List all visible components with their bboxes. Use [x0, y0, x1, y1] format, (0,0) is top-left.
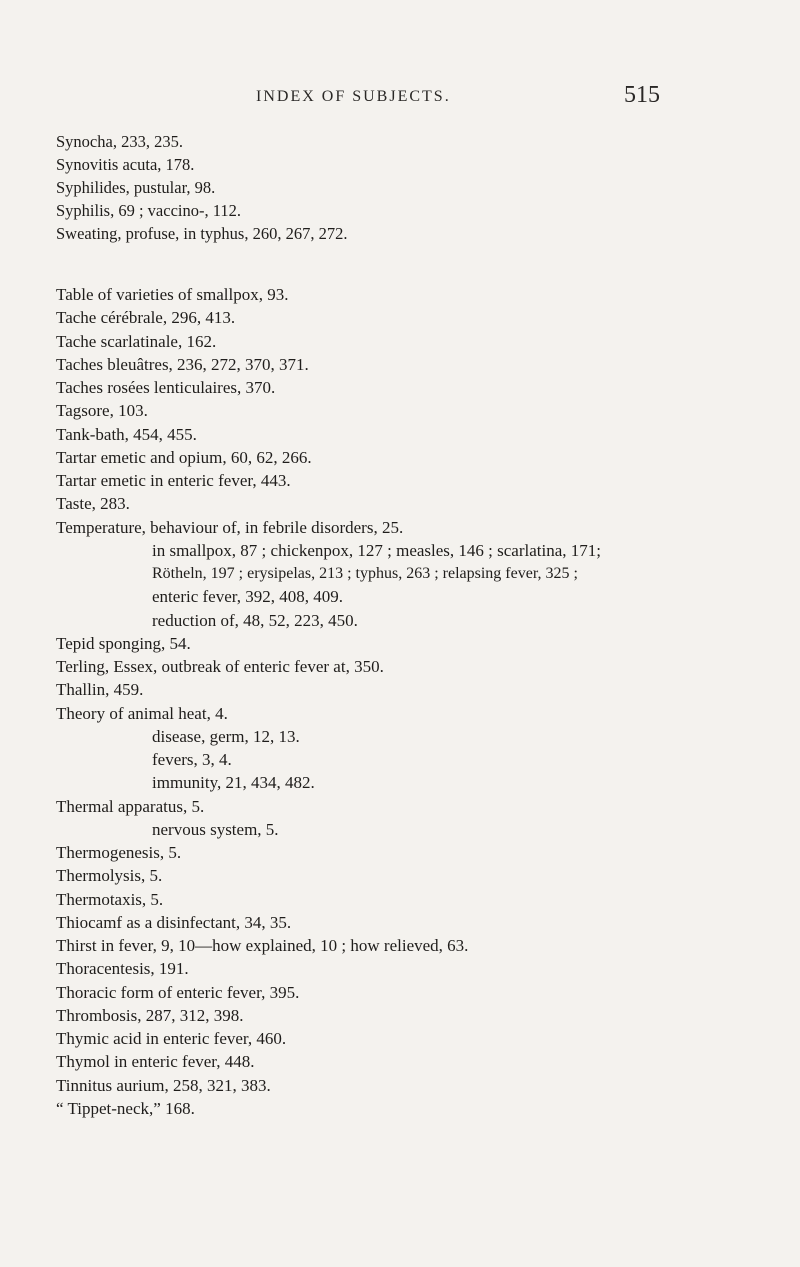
index-subentry: nervous system, 5.: [152, 819, 279, 839]
index-entry: Thermotaxis, 5.: [56, 889, 164, 909]
index-subentry-continuation: Rötheln, 197 ; erysipelas, 213 ; typhus, 263 ; relapsing fever, 325 ;: [152, 565, 578, 582]
index-entry: Theory of animal heat, 4.: [56, 703, 228, 723]
index-section-t: [56, 283, 786, 1120]
index-entry: Thermolysis, 5.: [56, 866, 163, 886]
index-subentry: in smallpox, 87 ; chickenpox, 127 ; measles, 146 ; scarlatina, 171;: [152, 540, 601, 560]
index-entry: Tinnitus aurium, 258, 321, 383.: [56, 1075, 271, 1095]
index-entry: Thermogenesis, 5.: [56, 843, 182, 862]
index-subentry: fevers, 3, 4.: [152, 750, 232, 769]
index-entry: Syphilis, 69 ; vaccino-, 112.: [56, 201, 241, 221]
index-entry: Thymic acid in enteric fever, 460.: [56, 1029, 287, 1048]
index-entry: Tank-bath, 454, 455.: [56, 424, 197, 444]
index-entry: Taste, 283.: [56, 494, 130, 514]
index-entry: Synocha, 233, 235.: [56, 132, 183, 151]
index-subentry-continuation: enteric fever, 392, 408, 409.: [152, 587, 343, 607]
page-header: [0, 82, 800, 112]
index-entry: Tache cérébrale, 296, 413.: [56, 308, 236, 328]
index-subentry: disease, germ, 12, 13.: [152, 726, 300, 746]
index-entry: Taches bleuâtres, 236, 272, 370, 371.: [56, 354, 309, 374]
running-head: INDEX OF SUBJECTS.: [256, 88, 451, 105]
index-entry: Tartar emetic in enteric fever, 443.: [56, 471, 291, 490]
index-entry: Thirst in fever, 9, 10—how explained, 10 ; how relieved, 63.: [56, 936, 469, 955]
index-entry: Thymol in enteric fever, 448.: [56, 1052, 255, 1072]
index-entry: Thiocamf as a disinfectant, 34, 35.: [56, 912, 292, 932]
index-entry: “ Tippet-neck,” 168.: [56, 1098, 195, 1118]
index-entry: Temperature, behaviour of, in febrile disorders, 25.: [56, 517, 404, 537]
index-section-s: [56, 130, 786, 245]
index-entry: Table of varieties of smallpox, 93.: [56, 285, 289, 304]
index-entry: Tepid sponging, 54.: [56, 633, 191, 653]
index-entry: Thrombosis, 287, 312, 398.: [56, 1005, 244, 1025]
index-entry: Thallin, 459.: [56, 680, 144, 700]
index-entry: Tagsore, 103.: [56, 401, 148, 421]
index-subentry: reduction of, 48, 52, 223, 450.: [152, 610, 358, 630]
page-number: 515: [624, 82, 660, 108]
index-entry: Taches rosées lenticulaires, 370.: [56, 378, 276, 397]
index-entry: Syphilides, pustular, 98.: [56, 178, 216, 198]
index-subentry: immunity, 21, 434, 482.: [152, 773, 315, 793]
index-entry: Tache scarlatinale, 162.: [56, 331, 217, 351]
index-entry: Tartar emetic and opium, 60, 62, 266.: [56, 447, 312, 467]
index-entry: Thoracic form of enteric fever, 395.: [56, 982, 300, 1002]
index-entry: Terling, Essex, outbreak of enteric fever at, 350.: [56, 657, 384, 676]
index-entry: Thermal apparatus, 5.: [56, 796, 205, 816]
index-entry: Thoracentesis, 191.: [56, 959, 189, 979]
index-entry: Synovitis acuta, 178.: [56, 155, 195, 175]
index-entry: Sweating, profuse, in typhus, 260, 267, 272.: [56, 224, 348, 244]
